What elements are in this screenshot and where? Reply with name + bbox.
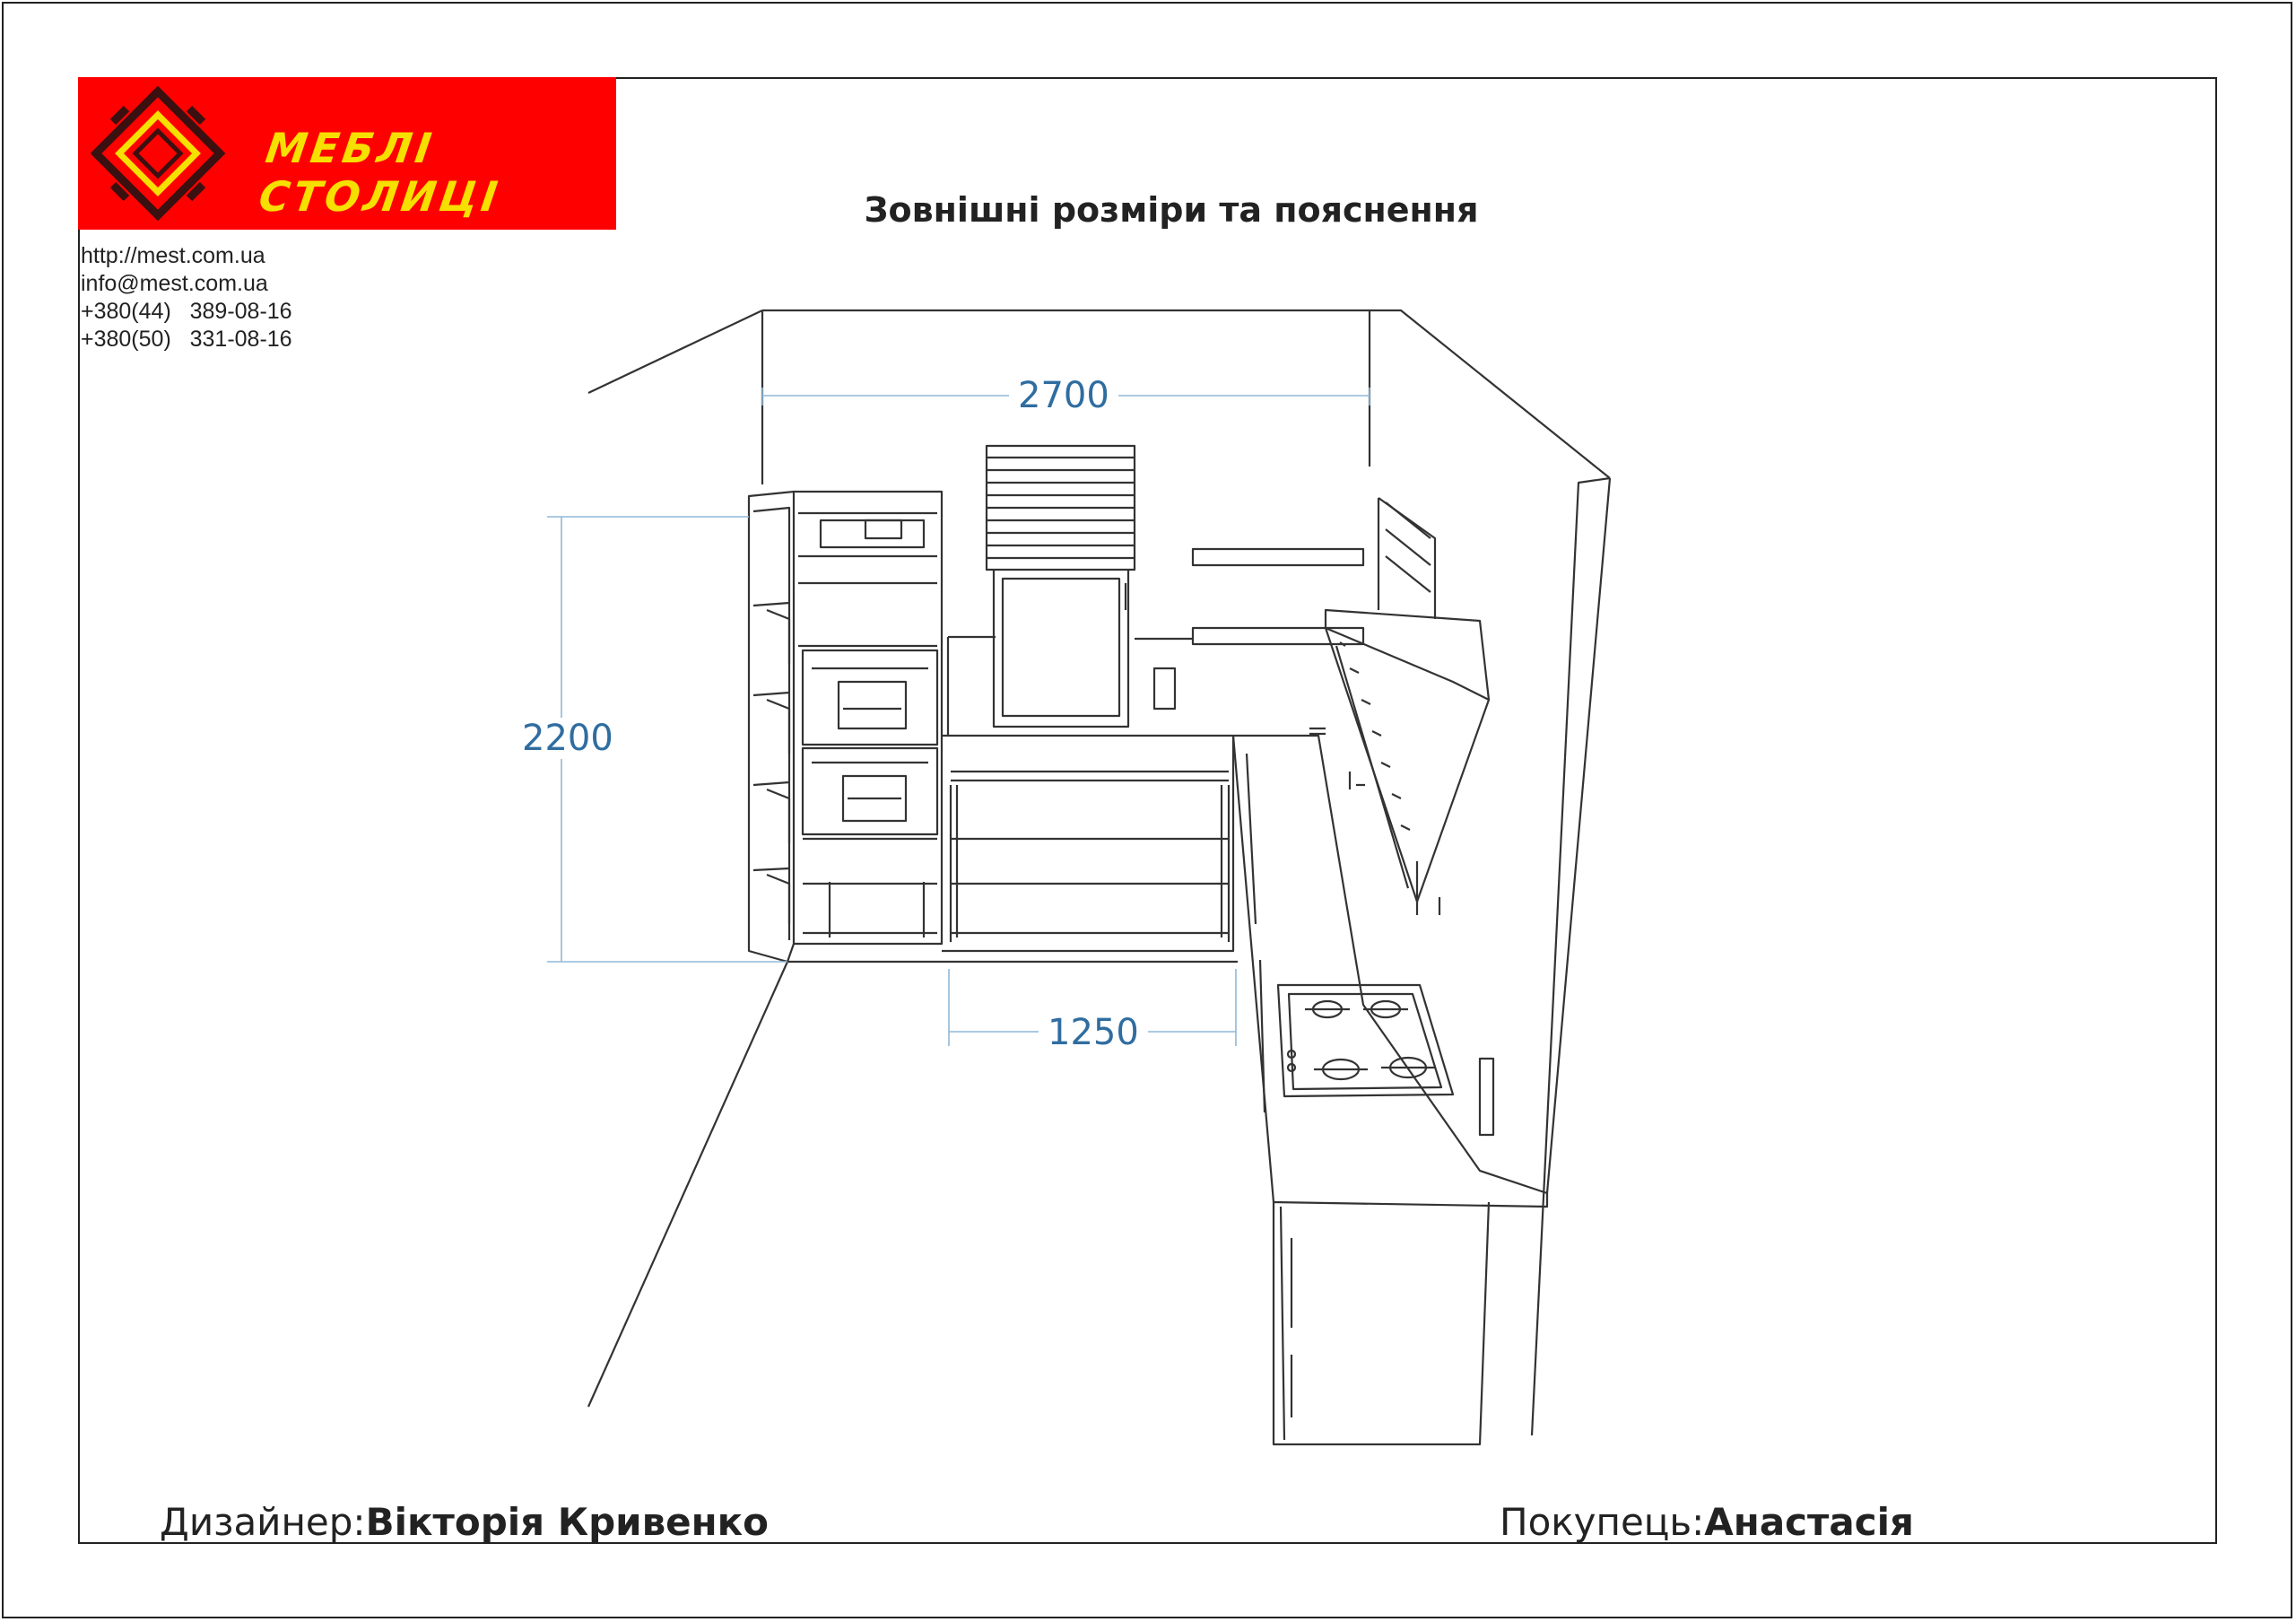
customer-info (1500, 1500, 1914, 1544)
customer-label: Покупець: (1500, 1500, 1705, 1544)
dimension-lines (547, 388, 1370, 1046)
dimension-2200: 2200 (513, 718, 622, 759)
dimension-2700: 2700 (1009, 375, 1118, 416)
website-link[interactable]: http://mest.com.ua (81, 243, 265, 268)
customer-name: Анастасія (1704, 1500, 1915, 1544)
designer-info (160, 1500, 769, 1544)
phone-1: +380(44) 389-08-16 (81, 299, 292, 324)
dimension-1250: 1250 (1039, 1012, 1148, 1053)
company-name: МЕБЛІ СТОЛИЦІ (256, 124, 504, 221)
window (987, 446, 1175, 727)
hood (1309, 498, 1493, 1135)
page-title: Зовнішні розміри та пояснення (864, 190, 1479, 230)
base-cabinets (942, 736, 1233, 951)
designer-name: Вікторія Кривенко (365, 1500, 770, 1544)
room-walls (588, 310, 1610, 1435)
hob (1278, 985, 1453, 1096)
phone-2: +380(50) 331-08-16 (81, 327, 292, 352)
designer-label: Дизайнер: (160, 1500, 366, 1544)
email-link[interactable]: info@mest.com.ua (81, 271, 268, 296)
tall-cabinets (749, 492, 942, 962)
counter (1233, 736, 1547, 1444)
